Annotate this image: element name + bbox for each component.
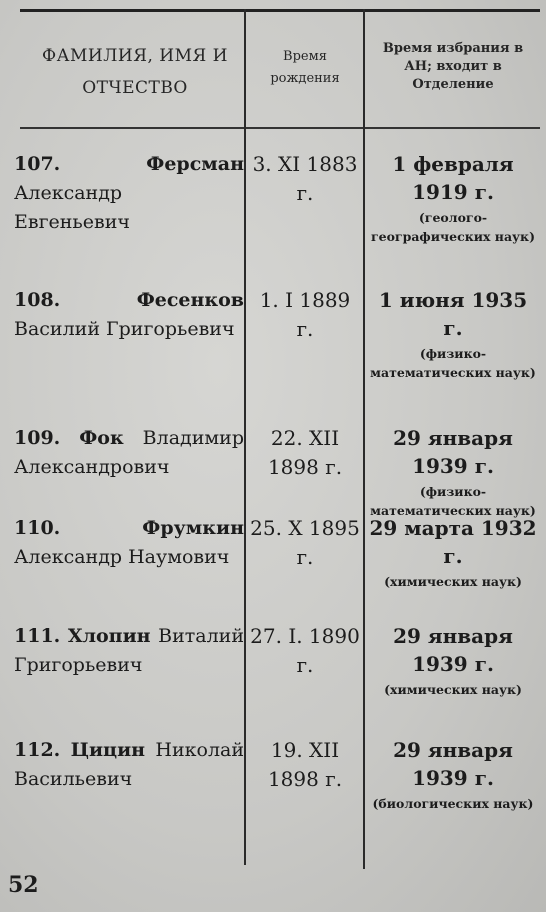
given-names: Владимир Александрович xyxy=(14,427,244,478)
row-number: 112. xyxy=(14,739,61,761)
surname: Фок xyxy=(79,427,124,449)
header-election-column: Время избрания в АН; входит в Отделение xyxy=(382,41,524,92)
member-name xyxy=(14,150,244,237)
given-names: Виталий Григорьевич xyxy=(14,625,245,676)
column-divider-1 xyxy=(244,9,246,865)
election-date: 1 февраля 1919 г. xyxy=(392,152,514,204)
member-name xyxy=(14,622,244,680)
election-info xyxy=(368,514,538,591)
given-names: Александр Наумович xyxy=(14,546,230,568)
birth-date: 19. XII 1898 г. xyxy=(267,738,343,791)
column-divider-2 xyxy=(363,9,365,869)
given-names: Александр Евгеньевич xyxy=(14,182,130,233)
member-name xyxy=(14,736,244,794)
section-name: (физико-математических наук) xyxy=(370,484,536,518)
birth-date: 22. XII 1898 г. xyxy=(267,426,343,479)
section-name: (химических наук) xyxy=(384,682,522,697)
election-info xyxy=(368,736,538,813)
election-info xyxy=(368,622,538,699)
row-number: 111. xyxy=(14,625,61,647)
surname: Цицин xyxy=(70,739,146,761)
surname: Фесенков xyxy=(136,289,244,311)
election-info xyxy=(368,286,538,382)
section-name: (биологических наук) xyxy=(372,796,534,811)
table-top-rule xyxy=(20,9,540,12)
election-date: 29 января 1939 г. xyxy=(393,738,513,790)
section-name: (физико-математических наук) xyxy=(370,346,536,380)
row-number: 110. xyxy=(14,517,61,539)
birth-date: 25. X 1895 г. xyxy=(250,516,360,569)
given-names: Николай Васильевич xyxy=(14,739,244,790)
header-birth-column: Время рождения xyxy=(270,49,340,86)
section-name: (химических наук) xyxy=(384,574,522,589)
row-number: 107. xyxy=(14,153,61,175)
member-name xyxy=(14,286,244,344)
birth-date: 1. I 1889 г. xyxy=(259,288,351,341)
section-name: (геолого-географических наук) xyxy=(370,210,535,244)
election-date: 29 марта 1932 г. xyxy=(369,516,537,568)
surname: Хлопин xyxy=(67,625,151,647)
given-names: Василий Григорьевич xyxy=(14,318,235,340)
page-number: 52 xyxy=(8,872,39,898)
surname: Фрумкин xyxy=(142,517,244,539)
row-number: 109. xyxy=(14,427,61,449)
header-bottom-rule xyxy=(20,127,540,129)
election-date: 29 января 1939 г. xyxy=(393,426,513,478)
member-name xyxy=(14,424,244,482)
election-info xyxy=(368,424,538,520)
election-date: 29 января 1939 г. xyxy=(393,624,513,676)
birth-date: 27. I. 1890 г. xyxy=(250,624,360,677)
election-info xyxy=(368,150,538,246)
election-date: 1 июня 1935 г. xyxy=(378,288,528,340)
surname: Ферсман xyxy=(146,153,244,175)
member-name xyxy=(14,514,244,572)
header-name-column: ФАМИЛИЯ, ИМЯ И ОТЧЕСТВО xyxy=(42,46,228,98)
birth-date: 3. XI 1883 г. xyxy=(252,152,358,205)
row-number: 108. xyxy=(14,289,61,311)
